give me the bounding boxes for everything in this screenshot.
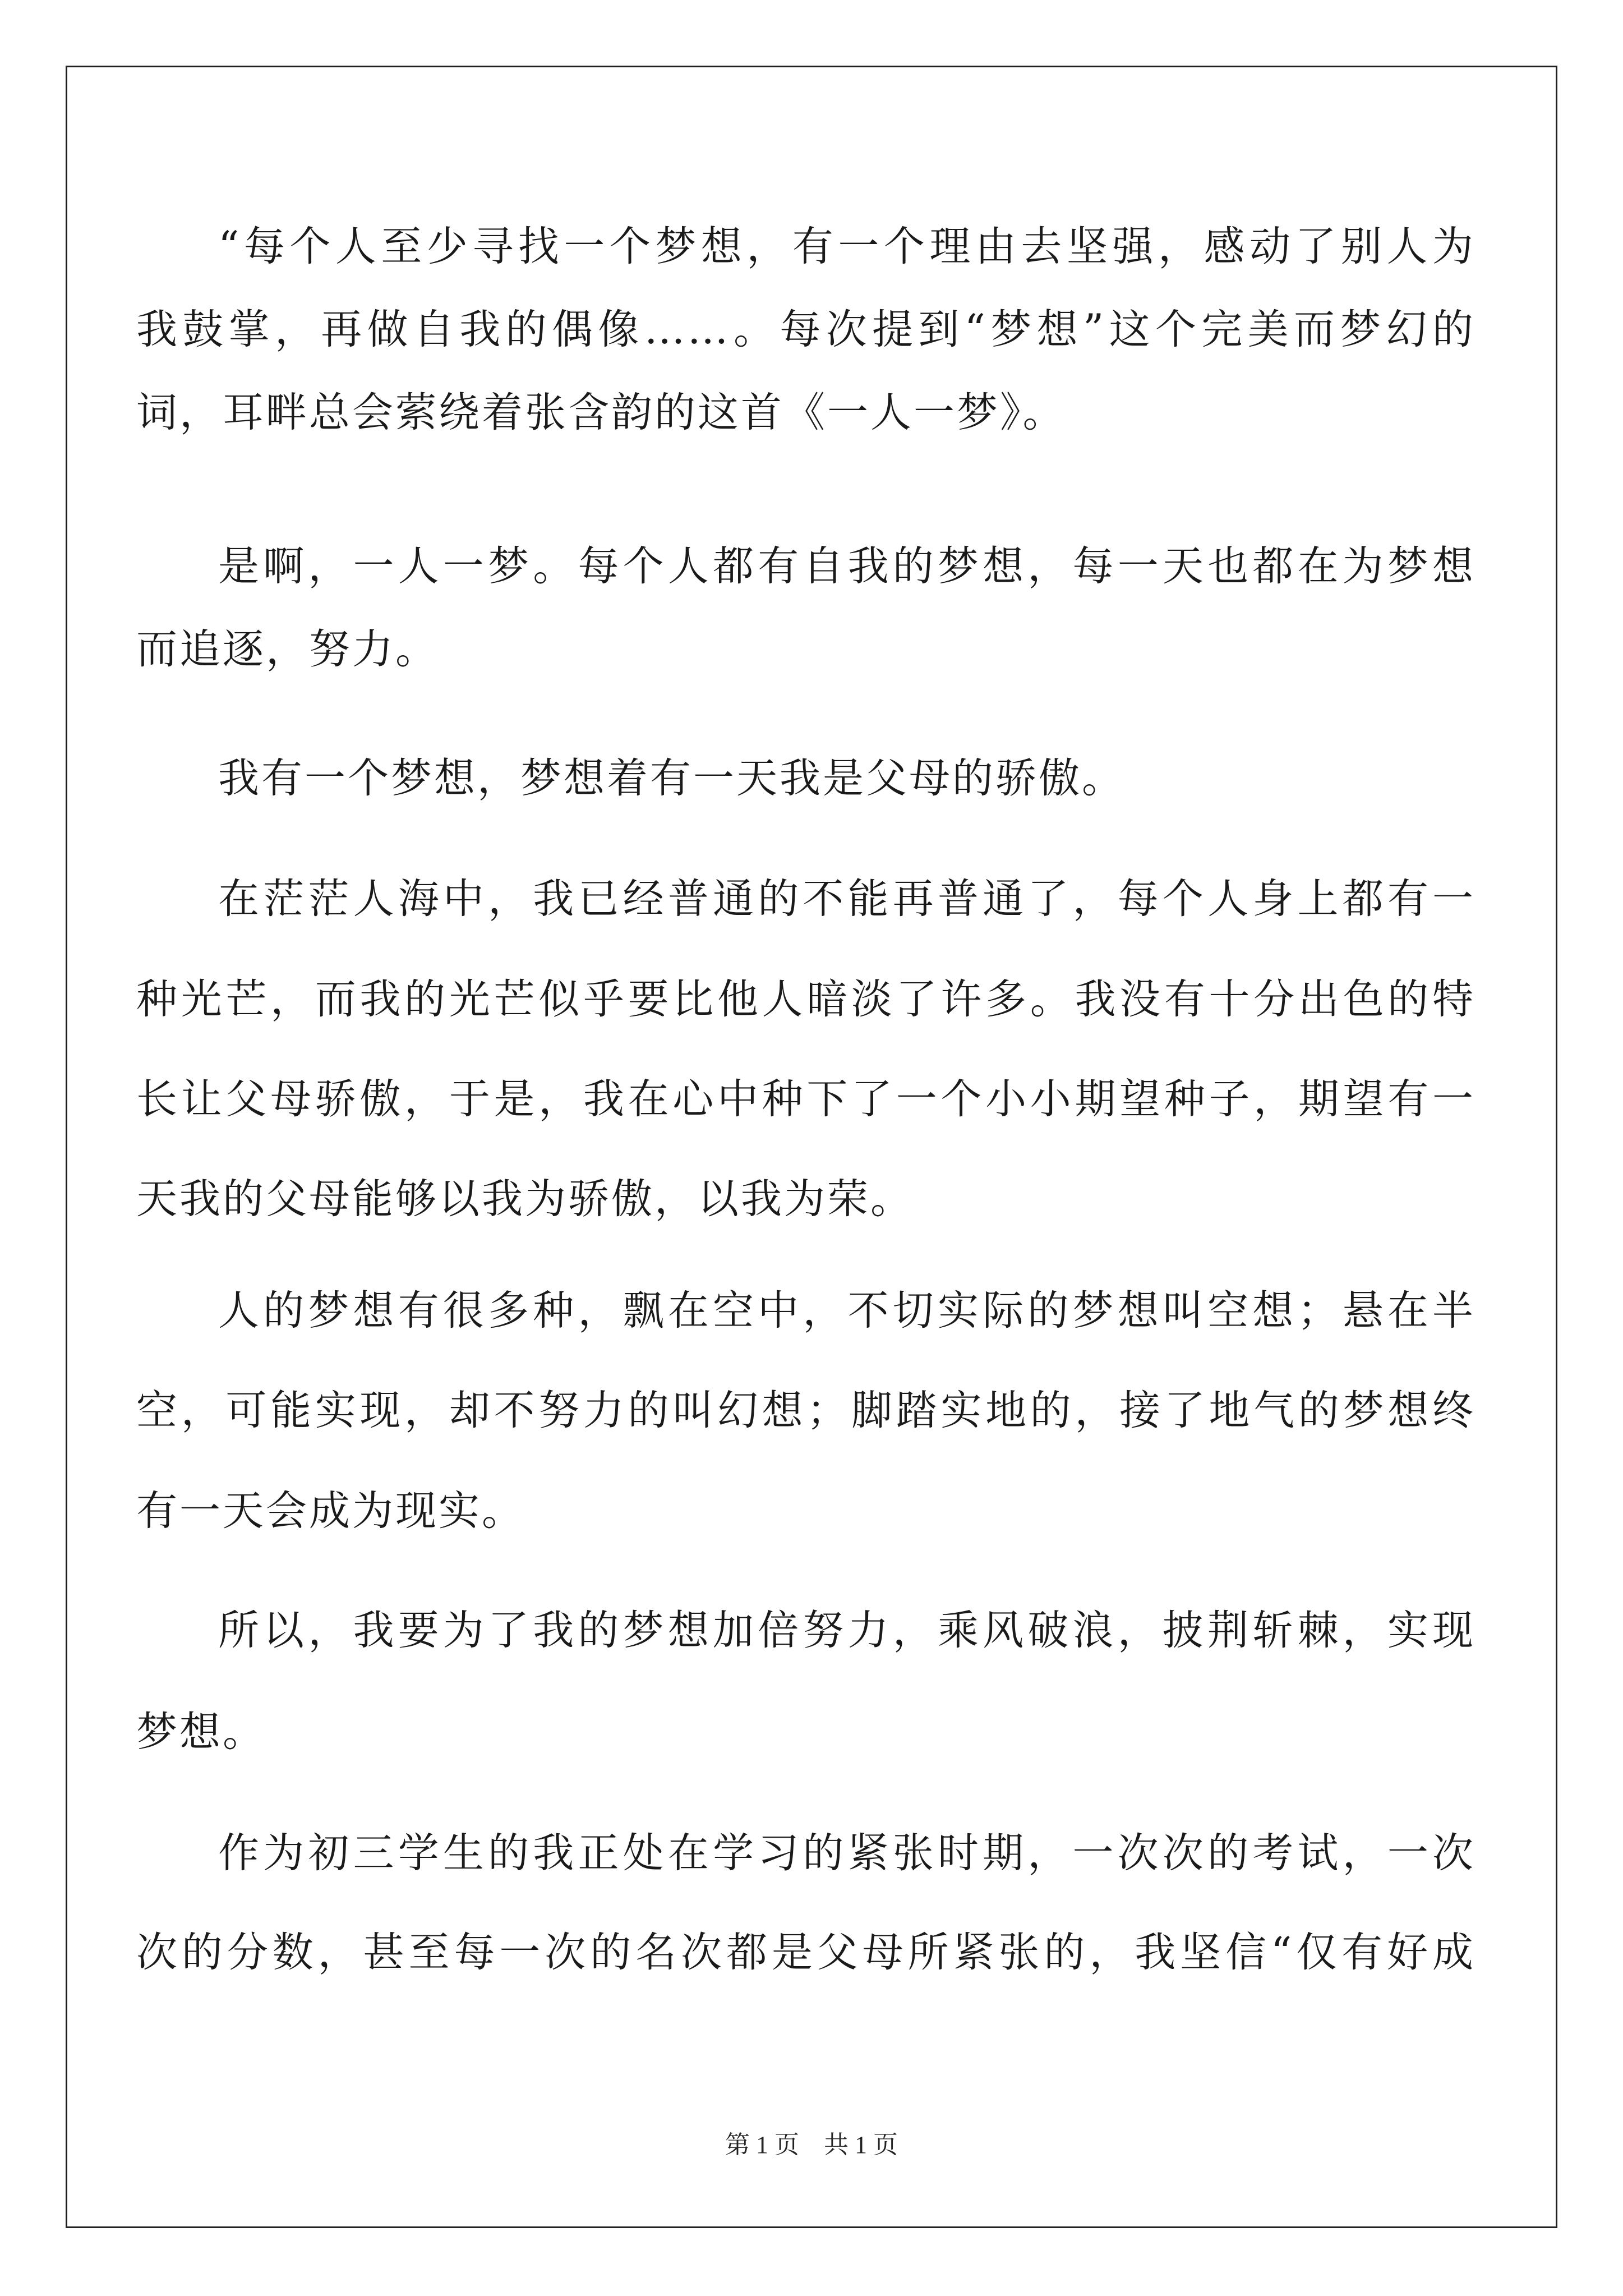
page-number-footer: 第 1 页 共 1 页 <box>725 2131 898 2159</box>
text-line: 梦想。 <box>136 1708 266 1756</box>
text-line: 天我的父母能够以我为骄傲，以我为荣。 <box>136 1175 914 1223</box>
text-line: 词，耳畔总会萦绕着张含韵的这首《一人一梦》。 <box>136 389 1066 436</box>
text-line: 种光芒，而我的光芒似乎要比他人暗淡了许多。我没有十分出色的特 <box>136 976 1476 1023</box>
text-line: 我有一个梦想，梦想着有一天我是父母的骄傲。 <box>218 754 1125 802</box>
text-line: 次的分数，甚至每一次的名次都是父母所紧张的，我坚信“仅有好成 <box>136 1929 1476 1976</box>
text-line: 而追逐，努力。 <box>136 625 439 673</box>
text-line: 在茫茫人海中，我已经普通的不能再普通了，每个人身上都有一 <box>218 875 1476 923</box>
text-line: “每个人至少寻找一个梦想，有一个理由去坚强，感动了别人为 <box>218 223 1476 270</box>
text-line: 作为初三学生的我正处在学习的紧张时期，一次次的考试，一次 <box>218 1829 1476 1877</box>
text-line: 所以，我要为了我的梦想加倍努力，乘风破浪，披荆斩棘，实现 <box>218 1607 1476 1654</box>
text-line: 空，可能实现，却不努力的叫幻想；脚踏实地的，接了地气的梦想终 <box>136 1387 1476 1434</box>
text-line: 是啊，一人一梦。每个人都有自我的梦想，每一天也都在为梦想 <box>218 542 1476 590</box>
text-line: 我鼓掌，再做自我的偶像……。每次提到“梦想”这个完美而梦幻的 <box>136 306 1476 353</box>
text-line: 长让父母骄傲，于是，我在心中种下了一个小小期望种子，期望有一 <box>136 1075 1476 1123</box>
text-line: 有一天会成为现实。 <box>136 1487 525 1535</box>
text-line: 人的梦想有很多种，飘在空中，不切实际的梦想叫空想；悬在半 <box>218 1287 1476 1335</box>
